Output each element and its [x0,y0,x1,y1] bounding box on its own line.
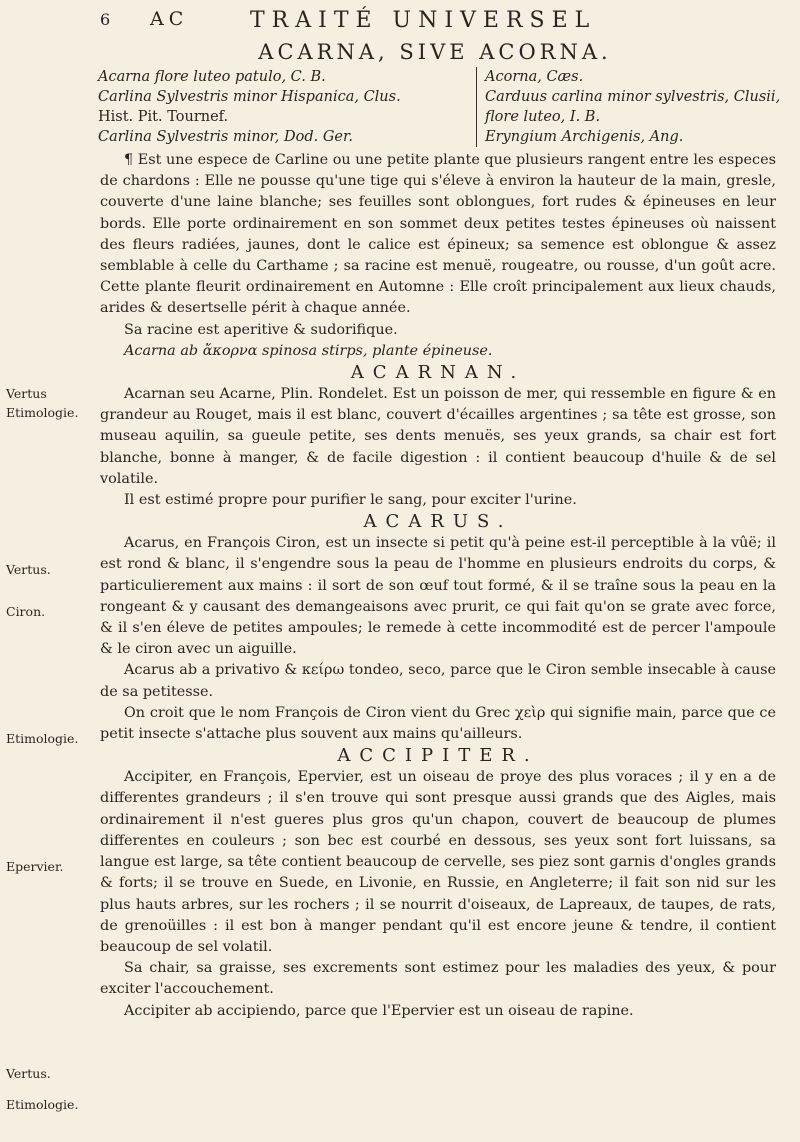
acarna-vertus: Sa racine est aperitive & sudorifique. [124,321,398,338]
acarnan-vertus: Il est estimé propre pour purifier le sang, pour exciter l'urine. [124,492,577,509]
synonym-line: Hist. Pit. Tournef. [98,109,229,125]
margin-note-vertus: Vertus [6,386,47,401]
synonym-line: Eryngium Archigenis, Ang. [485,129,684,145]
synonyms-right [476,67,785,147]
entry-heading-acarna: ACARNA, SIVE ACORNA. [258,40,612,64]
margin-note-vertus: Vertus. [6,562,51,577]
accipiter-description: Accipiter, en François, Epervier, est un oiseau de proye des plus voraces ; il y en a de differentes grandeurs ; il s'en trouve qui sont presque aussi grands que des Aigles, mais ordinairement il n'est gueres plus gros qu'un chapon, couvert de beaucoup de plumes differentes en couleurs ; son bec est courbé en dessous, ses yeux sont fort luissans, sa langue est large, sa tête contient beaucoup de cervelle, ses piez sont garnis d'ongles grands & forts; il se trouve en Suede, en Livonie, en Russie, en Angleterre; il fait son nid sur les plus hauts arbres, sur les rochers ; il se nourrit d'oiseaux, de Lapreaux, de taupes, de rats, de grenoüilles : il est bon à manger pendant qu'il est encore jeune & tendre, il contient beaucoup de sel volatil. [100,769,776,955]
entry-heading-acarnan: ACARNAN. [350,362,526,384]
running-header [100,8,760,38]
header-abbrev: AC [150,8,189,30]
header-title: TRAITÉ UNIVERSEL [250,8,597,33]
acarus-etymology: Acarus ab a privativo & κείρω tondeo, seco, parce que le Ciron semble insecable à cause de sa petitesse. [100,662,776,700]
acarus-description: Acarus, en François Ciron, est un insecte si petit qu'à peine est-il perceptible à la vûë; il est rond & blanc, il s'engendre sous la peau de l'homme en plusieurs endroits du corps, & particulierement aux mains : il sort de son œuf tout formé, & il se traîne sous la peau en la rongeant & y causant des demangeaisons avec prurit, ce qui fait qu'on se grate avec force, & il s'en éleve de petites ampoules; le remede à cette incommodité est de percer l'ampoule & le ciron avec un aiguille. [100,535,776,658]
acarna-description: ¶ Est une espece de Carline ou une petite plante que plusieurs rangent entre les especes de chardons : Elle ne pousse qu'une tige qui s'éleve à environ la hauteur de la main, gresle, couverte d'une laine blanche; ses feuilles sont oblongues, fort rudes & épineuses en leur bords. Elle porte ordinairement en son sommet deux petites testes épineuses où naissent des fleurs radiées, jaunes, dont le calice est épineux; sa semence est oblongue & assez semblable à celle du Carthame ; sa racine est menuë, rougeatre, ou rousse, d'un goût acre. Cette plante fleurit ordinairement en Automne : Elle croît principalement aux lieux chauds, arides & desertselle périt à chaque année. [100,152,776,317]
accipiter-vertus: Sa chair, sa graisse, ses excrements sont estimez pour les maladies des yeux, & pour exciter l'accouchement. [100,960,776,998]
synonym-line: Acorna, Cæs. [485,69,584,85]
margin-note-etymologie: Etimologie. [6,405,79,420]
acarnan-description: Acarnan seu Acarne, Plin. Rondelet. Est un poisson de mer, qui ressemble en figure & en grandeur au Rouget, mais il est blanc, couvert d'écailles argentines ; sa tête est grosse, son museau aquilin, sa gueule petite, ses dents menuës, ses yeux grands, sa chair est fort blanche, bonne à manger, & de facile digestion : il contient beaucoup d'huile & de sel volatile. [100,386,776,487]
margin-note-etymologie: Etimologie. [6,731,79,746]
margin-note-vertus: Vertus. [6,1066,51,1081]
acarus-etymology-2: On croit que le nom François de Ciron vient du Grec χεὶρ qui signifie main, parce que ce petit insecte s'attache plus souvent aux mains qu'ailleurs. [100,704,776,743]
margin-note-etymologie: Etimologie. [6,1097,79,1112]
entry-heading-accipiter: ACCIPITER. [337,745,539,767]
acarna-etymology: Acarna ab ἄκορνα spinosa stirps, plante épineuse. [124,342,493,359]
synonym-line: Acarna flore luteo patulo, C. B. [98,69,326,85]
synonym-line: Carduus carlina minor sylvestris, Clusii, [485,89,781,105]
synonym-line: Carlina Sylvestris minor Hispanica, Clus. [98,89,401,105]
margin-note-ciron: Ciron. [6,604,46,619]
synonym-line: flore luteo, I. B. [485,109,601,125]
page-number: 6 [100,10,111,29]
synonyms-left [98,67,460,147]
synonym-line: Carlina Sylvestris minor, Dod. Ger. [98,129,353,145]
entry-heading-acarus: ACARUS. [363,511,513,533]
accipiter-etymology: Accipiter ab accipiendo, parce que l'Epervier est un oiseau de rapine. [124,1002,634,1019]
margin-note-epervier: Epervier. [6,859,64,874]
article-body [100,150,776,1022]
